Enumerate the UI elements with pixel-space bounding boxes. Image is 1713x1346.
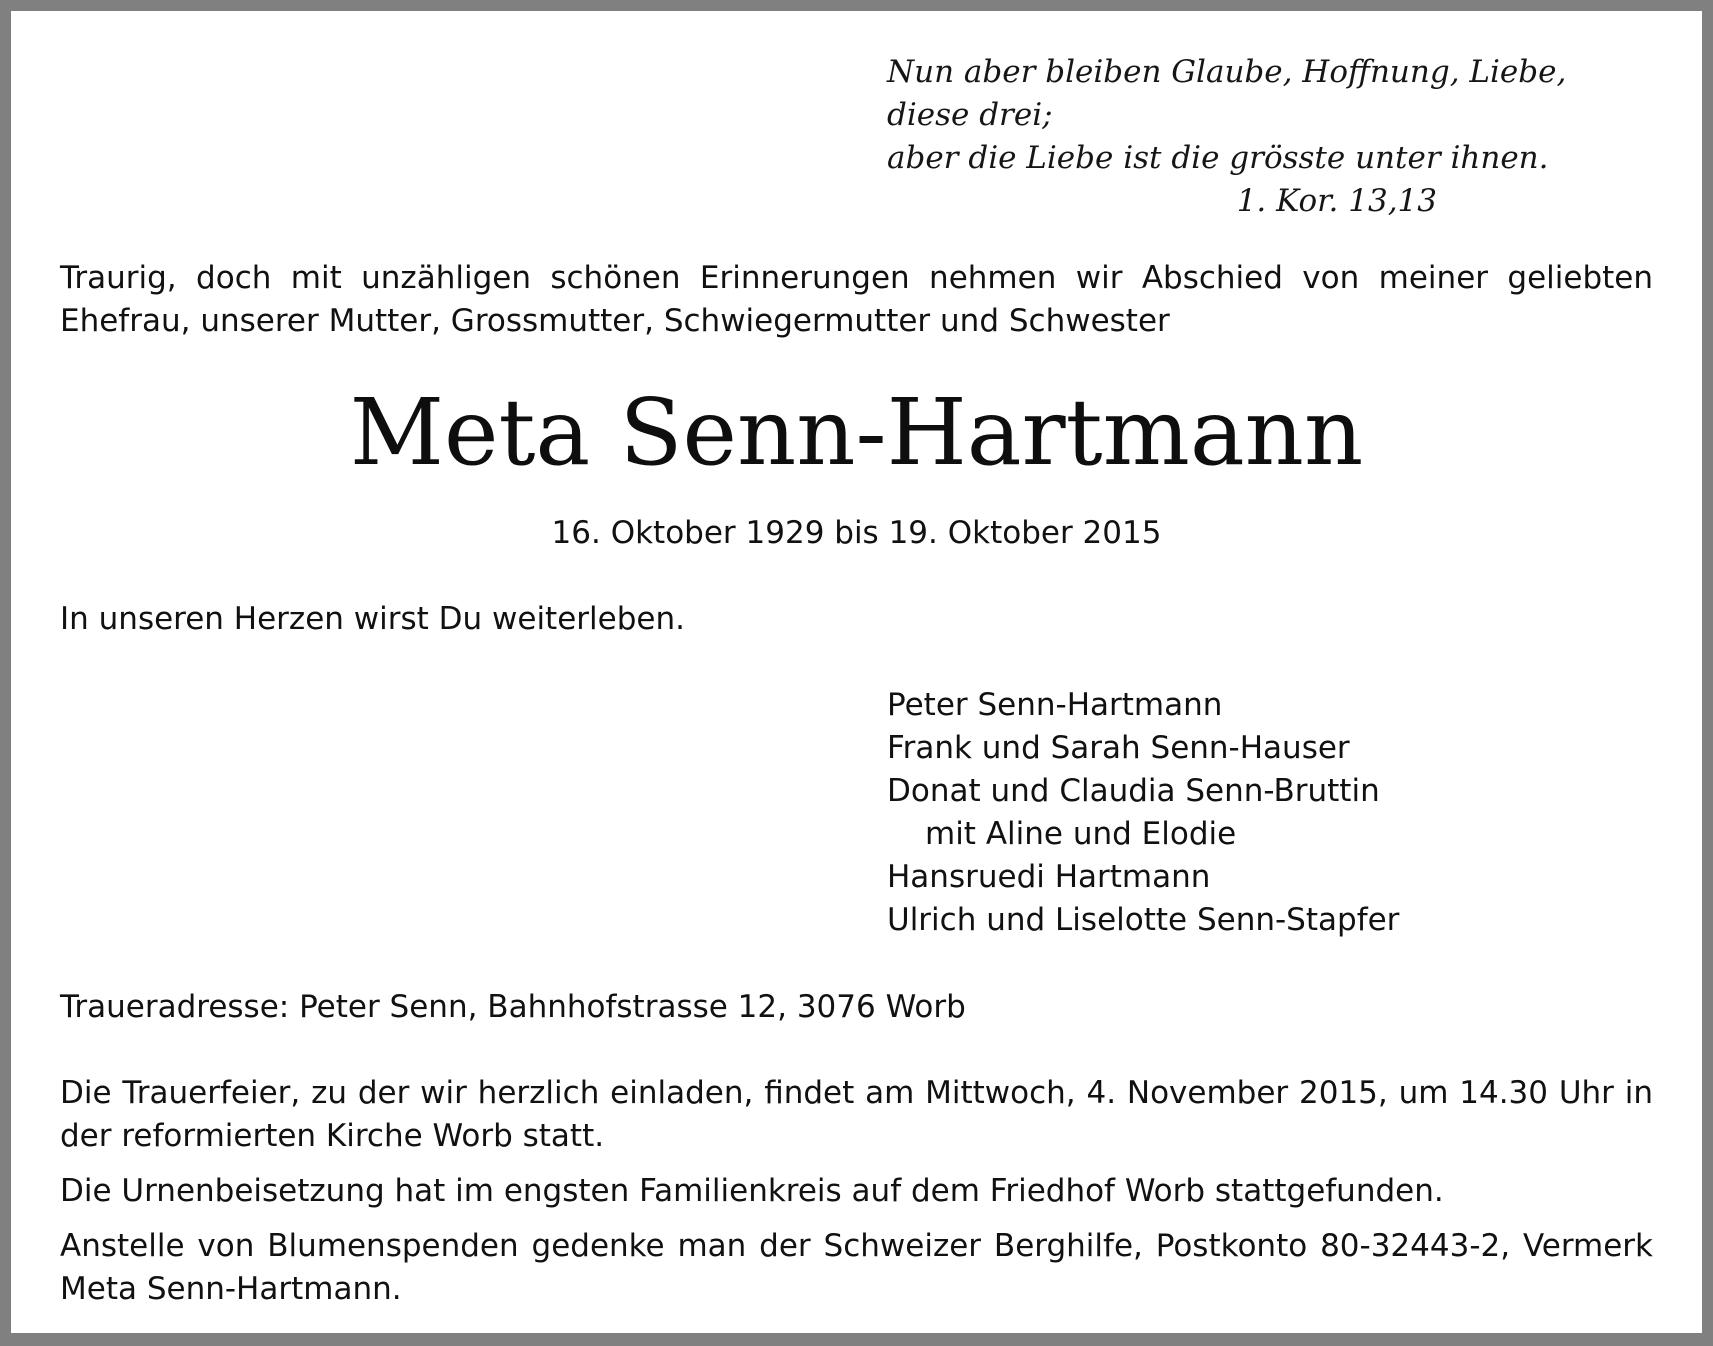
motto-text: In unseren Herzen wirst Du weiterleben. bbox=[60, 601, 685, 637]
verse-line: diese drei; bbox=[887, 97, 1053, 133]
verse-line: aber die Liebe ist die grösste unter ihnen. bbox=[887, 140, 1549, 176]
family-member: Frank und Sarah Senn-Hauser bbox=[887, 730, 1350, 766]
info-paragraph: Die Urnenbeisetzung hat im engsten Familienkreis auf dem Friedhof Worb stattgefunden. bbox=[60, 1173, 1444, 1209]
verse-reference: 1. Kor. 13,13 bbox=[1236, 183, 1437, 219]
obituary-notice bbox=[11, 11, 1702, 1333]
bible-verse bbox=[887, 51, 1567, 222]
family-list bbox=[887, 684, 1399, 942]
deceased-name: Meta Senn-Hartmann bbox=[349, 379, 1364, 486]
family-member: Ulrich und Liselotte Senn-Stapfer bbox=[887, 902, 1400, 938]
life-dates: 16. Oktober 1929 bis 19. Oktober 2015 bbox=[551, 515, 1162, 551]
intro-text: Traurig, doch mit unzähligen schönen Erinnerungen nehmen wir Abschied von meiner geliebten Ehefrau, unserer Mutter, Grossmutter, Schwiegermutter und Schwester bbox=[60, 260, 1653, 339]
mourning-address: Traueradresse: Peter Senn, Bahnhofstrasse 12, 3076 Worb bbox=[60, 989, 966, 1025]
info-paragraph: Die Trauerfeier, zu der wir herzlich einladen, findet am Mittwoch, 4. November 2015, um 14.30 Uhr in der reformierten Kirche Worb statt. bbox=[60, 1075, 1653, 1154]
verse-line: Nun aber bleiben Glaube, Hoffnung, Liebe, bbox=[887, 54, 1567, 90]
family-member: Peter Senn-Hartmann bbox=[887, 687, 1223, 723]
info-paragraph: Anstelle von Blumenspenden gedenke man der Schweizer Berghilfe, Postkonto 80-32443-2, Vermerk Meta Senn-Hartmann. bbox=[60, 1228, 1653, 1307]
family-member: mit Aline und Elodie bbox=[925, 816, 1237, 852]
ceremony-info bbox=[60, 1072, 1653, 1323]
family-member: Hansruedi Hartmann bbox=[887, 859, 1211, 895]
family-member: Donat und Claudia Senn-Bruttin bbox=[887, 773, 1380, 809]
